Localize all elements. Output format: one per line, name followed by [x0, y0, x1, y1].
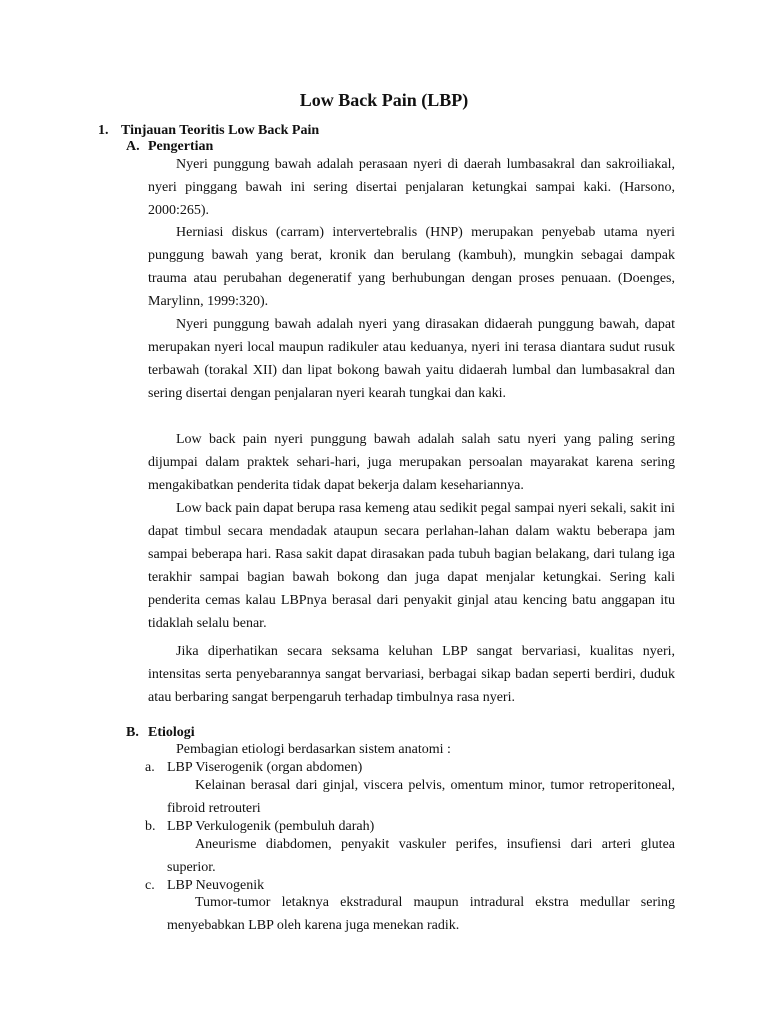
subsection-heading: Pengertian — [148, 139, 214, 154]
document-title: Low Back Pain (LBP) — [299, 90, 469, 110]
list-item-label: LBP Verkulogenik (pembuluh darah) — [167, 819, 375, 834]
list-item-label: LBP Neuvogenik — [167, 878, 265, 893]
etiology-intro: Pembagian etiologi berdasarkan sistem anatomi : — [176, 742, 451, 757]
list-item-text: Tumor-tumor letaknya ekstradural maupun intradural ekstra medullar sering menyebabkan LBP oleh karena juga menekan radik. — [167, 895, 675, 933]
section-number: 1. — [98, 123, 109, 138]
list-item-letter: b. — [145, 819, 156, 834]
paragraph: Herniasi diskus (carram) intervertebralis (HNP) merupakan penyebab utama nyeri punggung bawah yang berat, kronik dan berulang (kambuh), mungkin sebagai dampak trauma atau perubahan degeneratif yang berhubungan dengan proses penuaan. (Doenges, Marylinn, 1999:320). — [148, 225, 675, 309]
paragraph: Low back pain dapat berupa rasa kemeng atau sedikit pegal sampai nyeri sekali, sakit ini dapat timbul secara mendadak ataupun secara perlahan-lahan dalam waktu beberapa jam sampai beberapa hari. Rasa sakit dapat dirasakan pada tubuh bagian belakang, dari tulang iga terakhir sampai bagian bawah bokong dan juga dapat menjalar ketungkai. Sering kali penderita cemas kalau LBPnya berasal dari penyakit ginjal atau kencing batu anggapan itu tidaklah selalu benar. — [148, 501, 675, 631]
list-item-letter: c. — [145, 878, 155, 893]
subsection-letter: A. — [126, 139, 140, 154]
list-item-text: Kelainan berasal dari ginjal, viscera pelvis, omentum minor, tumor retroperitoneal, fibroid retrouteri — [167, 778, 675, 816]
list-item-text: Aneurisme diabdomen, penyakit vaskuler perifes, insufiensi dari arteri glutea superior. — [167, 837, 675, 875]
subsection-heading: Etiologi — [148, 725, 195, 740]
paragraph: Low back pain nyeri punggung bawah adalah salah satu nyeri yang paling sering dijumpai dalam praktek sehari-hari, juga merupakan persoalan mayarakat karena sering mengakibatkan penderita tidak dapat bekerja dalam kesehariannya. — [148, 432, 675, 493]
subsection-letter: B. — [126, 725, 139, 740]
list-item-label: LBP Viserogenik (organ abdomen) — [167, 760, 363, 775]
paragraph: Nyeri punggung bawah adalah nyeri yang dirasakan didaerah punggung bawah, dapat merupakan nyeri local maupun radikuler atau keduanya, nyeri ini terasa diantara sudut rusuk terbawah (torakal XII) dan lipat bokong bawah yaitu didaerah lumbal dan lumbasakral dan sering disertai dengan penjalaran nyeri kearah tungkai dan kaki. — [148, 317, 675, 401]
list-item-letter: a. — [145, 760, 155, 775]
section-heading: Tinjauan Teoritis Low Back Pain — [121, 123, 320, 138]
paragraph: Nyeri punggung bawah adalah perasaan nyeri di daerah lumbasakral dan sakroiliakal, nyeri pinggang bawah ini sering disertai penjalaran ketungkai sampai kaki. (Harsono, 2000:265). — [148, 157, 675, 218]
paragraph: Jika diperhatikan secara seksama keluhan LBP sangat bervariasi, kualitas nyeri, intensitas serta penyebarannya sangat bervariasi, berbagai sikap badan seperti berdiri, duduk atau berbaring sangat berpengaruh terhadap timbulnya rasa nyeri. — [148, 644, 675, 705]
